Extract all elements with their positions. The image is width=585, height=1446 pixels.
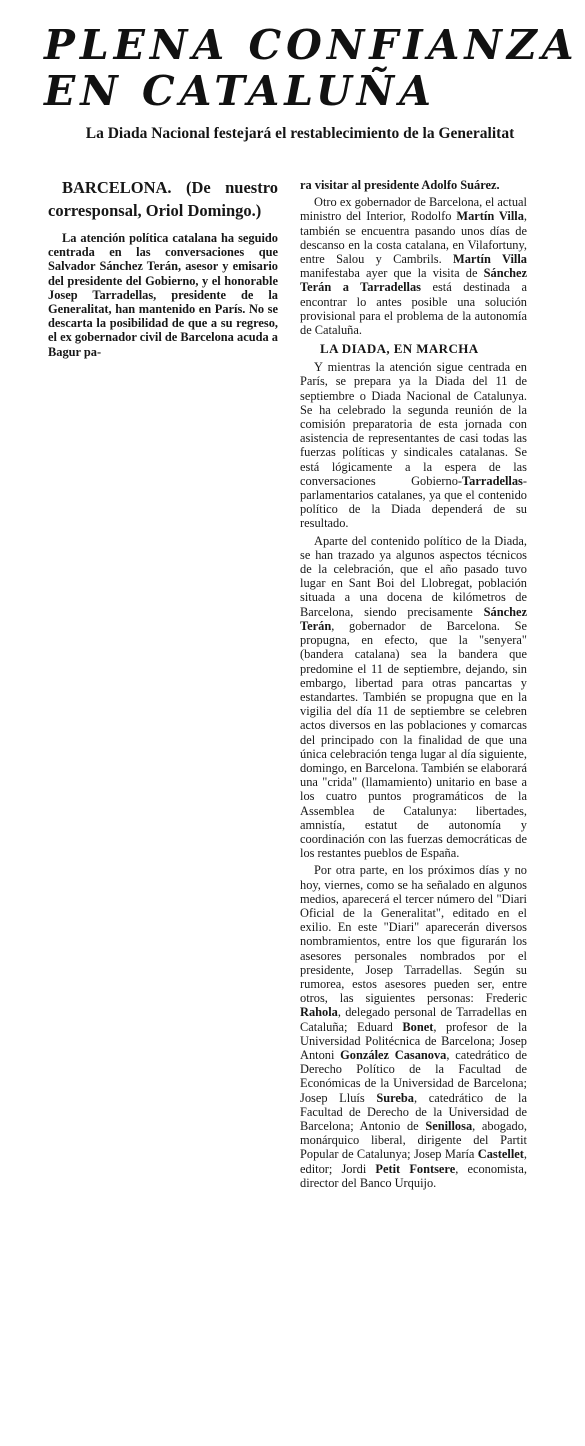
subtitle: La Diada Nacional festejará el restablecimiento de la Generalitat	[85, 125, 515, 142]
headline-line-1: PLENA CONFIANZA	[44, 21, 579, 69]
column-right	[300, 178, 527, 1190]
lead-paragraph-continued: ra visitar al presidente Adolfo Suárez.	[300, 178, 500, 192]
byline: BARCELONA. (De nuestro corresponsal, Oriol Domingo.)	[48, 178, 278, 220]
paragraph-2: Otro ex gobernador de Barcelona, el actual ministro del Interior, Rodolfo Martín Villa, también se encuentra pasando unos días de descanso en la costa catalana, en Vilafortuny, entre Salou y Cambrils. Martín Villa manifestaba ayer que la visita de Sánchez Terán a Tarradellas está destinada a encontrar lo antes posible una solución provisional para el problema de la autonomía de Cataluña.	[300, 195, 528, 338]
section-heading: LA DIADA, EN MARCHA	[320, 341, 479, 357]
paragraph-3: Y mientras la atención sigue centrada en París, se prepara ya la Diada del 11 de septiembre o Diada Nacional de Catalunya. Se ha celebrado la segunda reunión de la comisión preparatoria de esta jornada con asistencia de representantes de casi todas las fuerzas políticas y sindicales catalanas. Se está lógicamente a la espera de las conversaciones Gobierno-Tarradellas-parlamentarios catalanes, ya que el contenido político de la Diada dependerá de su resultado.	[300, 360, 527, 531]
lead-paragraph: La atención política catalana ha seguido centrada en las conversaciones que Salvador Sánchez Terán, asesor y emisario del presidente del Gobierno, y el honorable Josep Tarradellas, presidente de la Generalitat, han mantenido en París. No se descarta la posibilidad de que a su regreso, el ex gobernador civil de Barcelona acuda a Bagur pa-	[48, 231, 278, 359]
headline-line-2: EN CATALUÑA	[44, 67, 436, 115]
paragraph-5: Por otra parte, en los próximos días y no hoy, viernes, como se ha señalado en algunos medios, aparecerá el tercer número del "Diari Oficial de la Generalitat", editado en el exilio. En este "Diari" aparecerán diversos nombramientos, entre los que figurarán los asesores personales nombrados por el presidente, Josep Tarradellas. Según su rumorea, estos asesores pueden ser, entre otros, las siguientes personas: Frederic Rahola, delegado personal de Tarradellas en Cataluña; Eduard Bonet, profesor de la Universidad Politécnica de Barcelona; Josep Antoni González Casanova, catedrático de Derecho Político de la Facultad de Económicas de la Universidad de Barcelona; Josep Lluís Sureba, catedrático de la Facultad de Derecho de la Universidad de Barcelona; Antonio de Senillosa, abogado, monárquico liberal, dirigente del Partit Popular de Catalunya; Josep María Castellet, editor; Jordi Petit Fontsere, economista, director del Banco Urquijo.	[300, 863, 527, 1190]
column-left	[48, 176, 278, 359]
paragraph-4: Aparte del contenido político de la Diada, se han trazado ya algunos aspectos técnicos de la celebración, que el año pasado tuvo lugar en Sant Boi del Llobregat, población situada a una docena de kilómetros de Barcelona, siendo precisamente Sánchez Terán, gobernador de Barcelona. Se propugna, en efecto, que la "senyera" (bandera catalana) sea la bandera que predomine el 11 de septiembre, dejando, sin embargo, libertad para otras pancartas y estandartes. También se propugna que en la vigilia del día 11 de septiembre se celebren actos diversos en las poblaciones y comarcas del principado con la finalidad de que una única celebración tenga lugar al día siguiente, domingo, en Barcelona. También se elaborará una "crida" (llamamiento) unitario en base a los cuatro puntos programáticos de la Assemblea de Catalunya: libertades, amnistía, estatut de autonomía y coordinación con las fuerzas democráticas de los restantes pueblos de España.	[300, 533, 528, 861]
headline	[44, 21, 579, 115]
